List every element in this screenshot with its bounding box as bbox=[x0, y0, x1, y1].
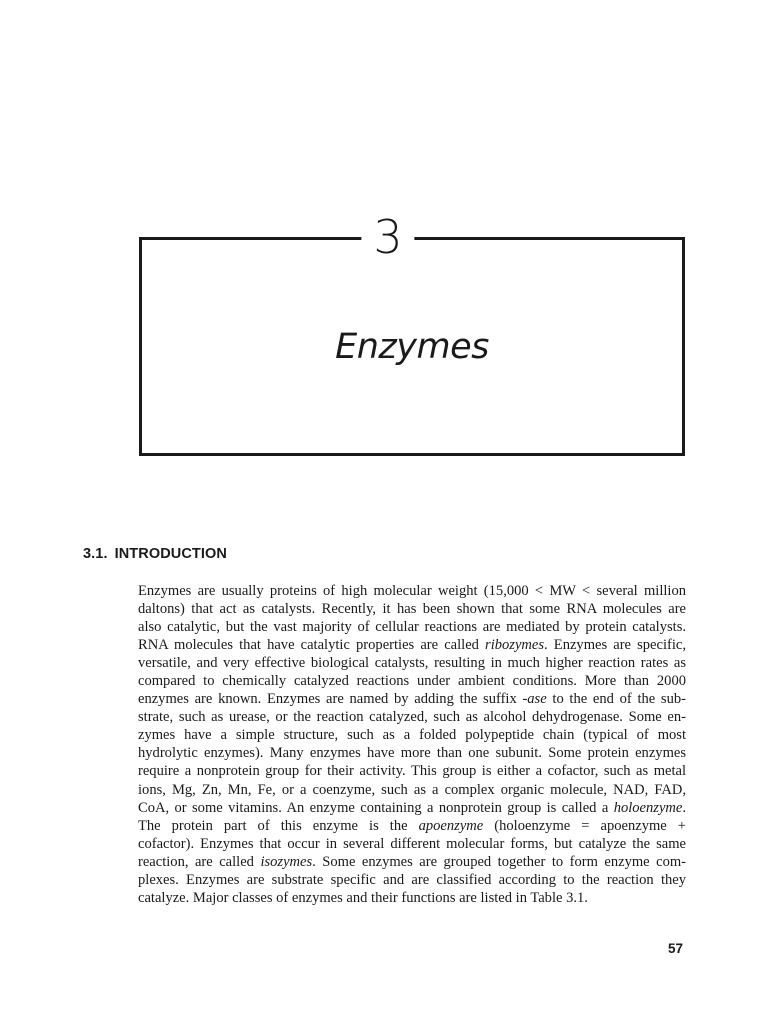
italic-term: isozymes bbox=[260, 853, 313, 870]
text-line bbox=[138, 744, 686, 762]
text-line bbox=[138, 708, 686, 726]
text-line bbox=[138, 835, 686, 853]
text-segment: to the end of the sub- bbox=[546, 691, 686, 708]
text-line bbox=[138, 762, 686, 780]
text-line bbox=[138, 853, 686, 871]
text-segment: . bbox=[682, 799, 686, 816]
text-segment: The protein part of this enzyme is the bbox=[138, 817, 419, 834]
section-number: 3.1. bbox=[83, 546, 108, 562]
text-segment: zymes have a simple structure, such as a folded polypeptide chain (typical of most bbox=[138, 727, 686, 744]
text-line bbox=[138, 726, 686, 744]
italic-term: ribozymes bbox=[485, 637, 545, 654]
text-line bbox=[138, 672, 686, 690]
text-segment: (holoenzyme = apoenzyme + bbox=[483, 817, 686, 834]
text-line bbox=[138, 889, 686, 907]
text-line bbox=[138, 600, 686, 618]
chapter-number: 3 bbox=[361, 211, 414, 263]
text-line bbox=[138, 871, 686, 889]
text-segment: strate, such as urease, or the reaction catalyzed, such as alcohol dehydrogenase. Some en- bbox=[138, 709, 686, 726]
text-segment: versatile, and very effective biological catalysts, resulting in much higher reaction rates as bbox=[138, 655, 686, 672]
section-heading bbox=[83, 544, 227, 564]
text-line bbox=[138, 618, 686, 636]
italic-term: -ase bbox=[522, 691, 547, 708]
text-segment: CoA, or some vitamins. An enzyme containing a nonprotein group is called a bbox=[138, 799, 614, 816]
italic-term: apoenzyme bbox=[418, 817, 484, 834]
section-title: INTRODUCTION bbox=[114, 546, 227, 562]
text-segment: also catalytic, but the vast majority of cellular reactions are mediated by protein catalysts. bbox=[138, 619, 686, 636]
text-segment: compared to chemically catalyzed reactions under ambient conditions. More than 2000 bbox=[138, 673, 686, 690]
text-segment: daltons) that act as catalysts. Recently, it has been shown that some RNA molecules are bbox=[138, 601, 686, 618]
text-segment: require a nonprotein group for their activity. This group is either a cofactor, such as metal bbox=[138, 763, 686, 780]
text-line bbox=[138, 781, 686, 799]
text-line bbox=[138, 582, 686, 600]
text-segment: ions, Mg, Zn, Mn, Fe, or a coenzyme, such as a complex organic molecule, NAD, FAD, bbox=[138, 781, 686, 798]
text-segment: catalyze. Major classes of enzymes and their functions are listed in Table 3.1. bbox=[138, 889, 588, 906]
text-line bbox=[138, 690, 686, 708]
text-segment: enzymes are known. Enzymes are named by adding the suffix bbox=[138, 691, 523, 708]
text-segment: . Enzymes are specific, bbox=[544, 637, 686, 654]
text-segment: hydrolytic enzymes). Many enzymes have more than one subunit. Some protein enzymes bbox=[138, 745, 686, 762]
chapter-title: Enzymes bbox=[335, 327, 489, 367]
text-segment: Enzymes are usually proteins of high molecular weight (15,000 < MW < several million bbox=[138, 583, 686, 599]
text-segment: . Some enzymes are grouped together to form enzyme com- bbox=[312, 853, 687, 870]
italic-term: holoenzyme bbox=[613, 799, 683, 816]
text-line bbox=[138, 636, 686, 654]
introduction-paragraph bbox=[138, 582, 686, 907]
text-line bbox=[138, 654, 686, 672]
text-segment: plexes. Enzymes are substrate specific and are classified according to the reaction they bbox=[138, 871, 686, 888]
page-number: 57 bbox=[668, 941, 684, 956]
text-line bbox=[138, 799, 686, 817]
text-segment: RNA molecules that have catalytic properties are called bbox=[138, 637, 486, 654]
text-segment: reaction, are called bbox=[138, 853, 261, 870]
text-line bbox=[138, 817, 686, 835]
text-segment: cofactor). Enzymes that occur in several different molecular forms, but catalyze the same bbox=[138, 835, 686, 852]
